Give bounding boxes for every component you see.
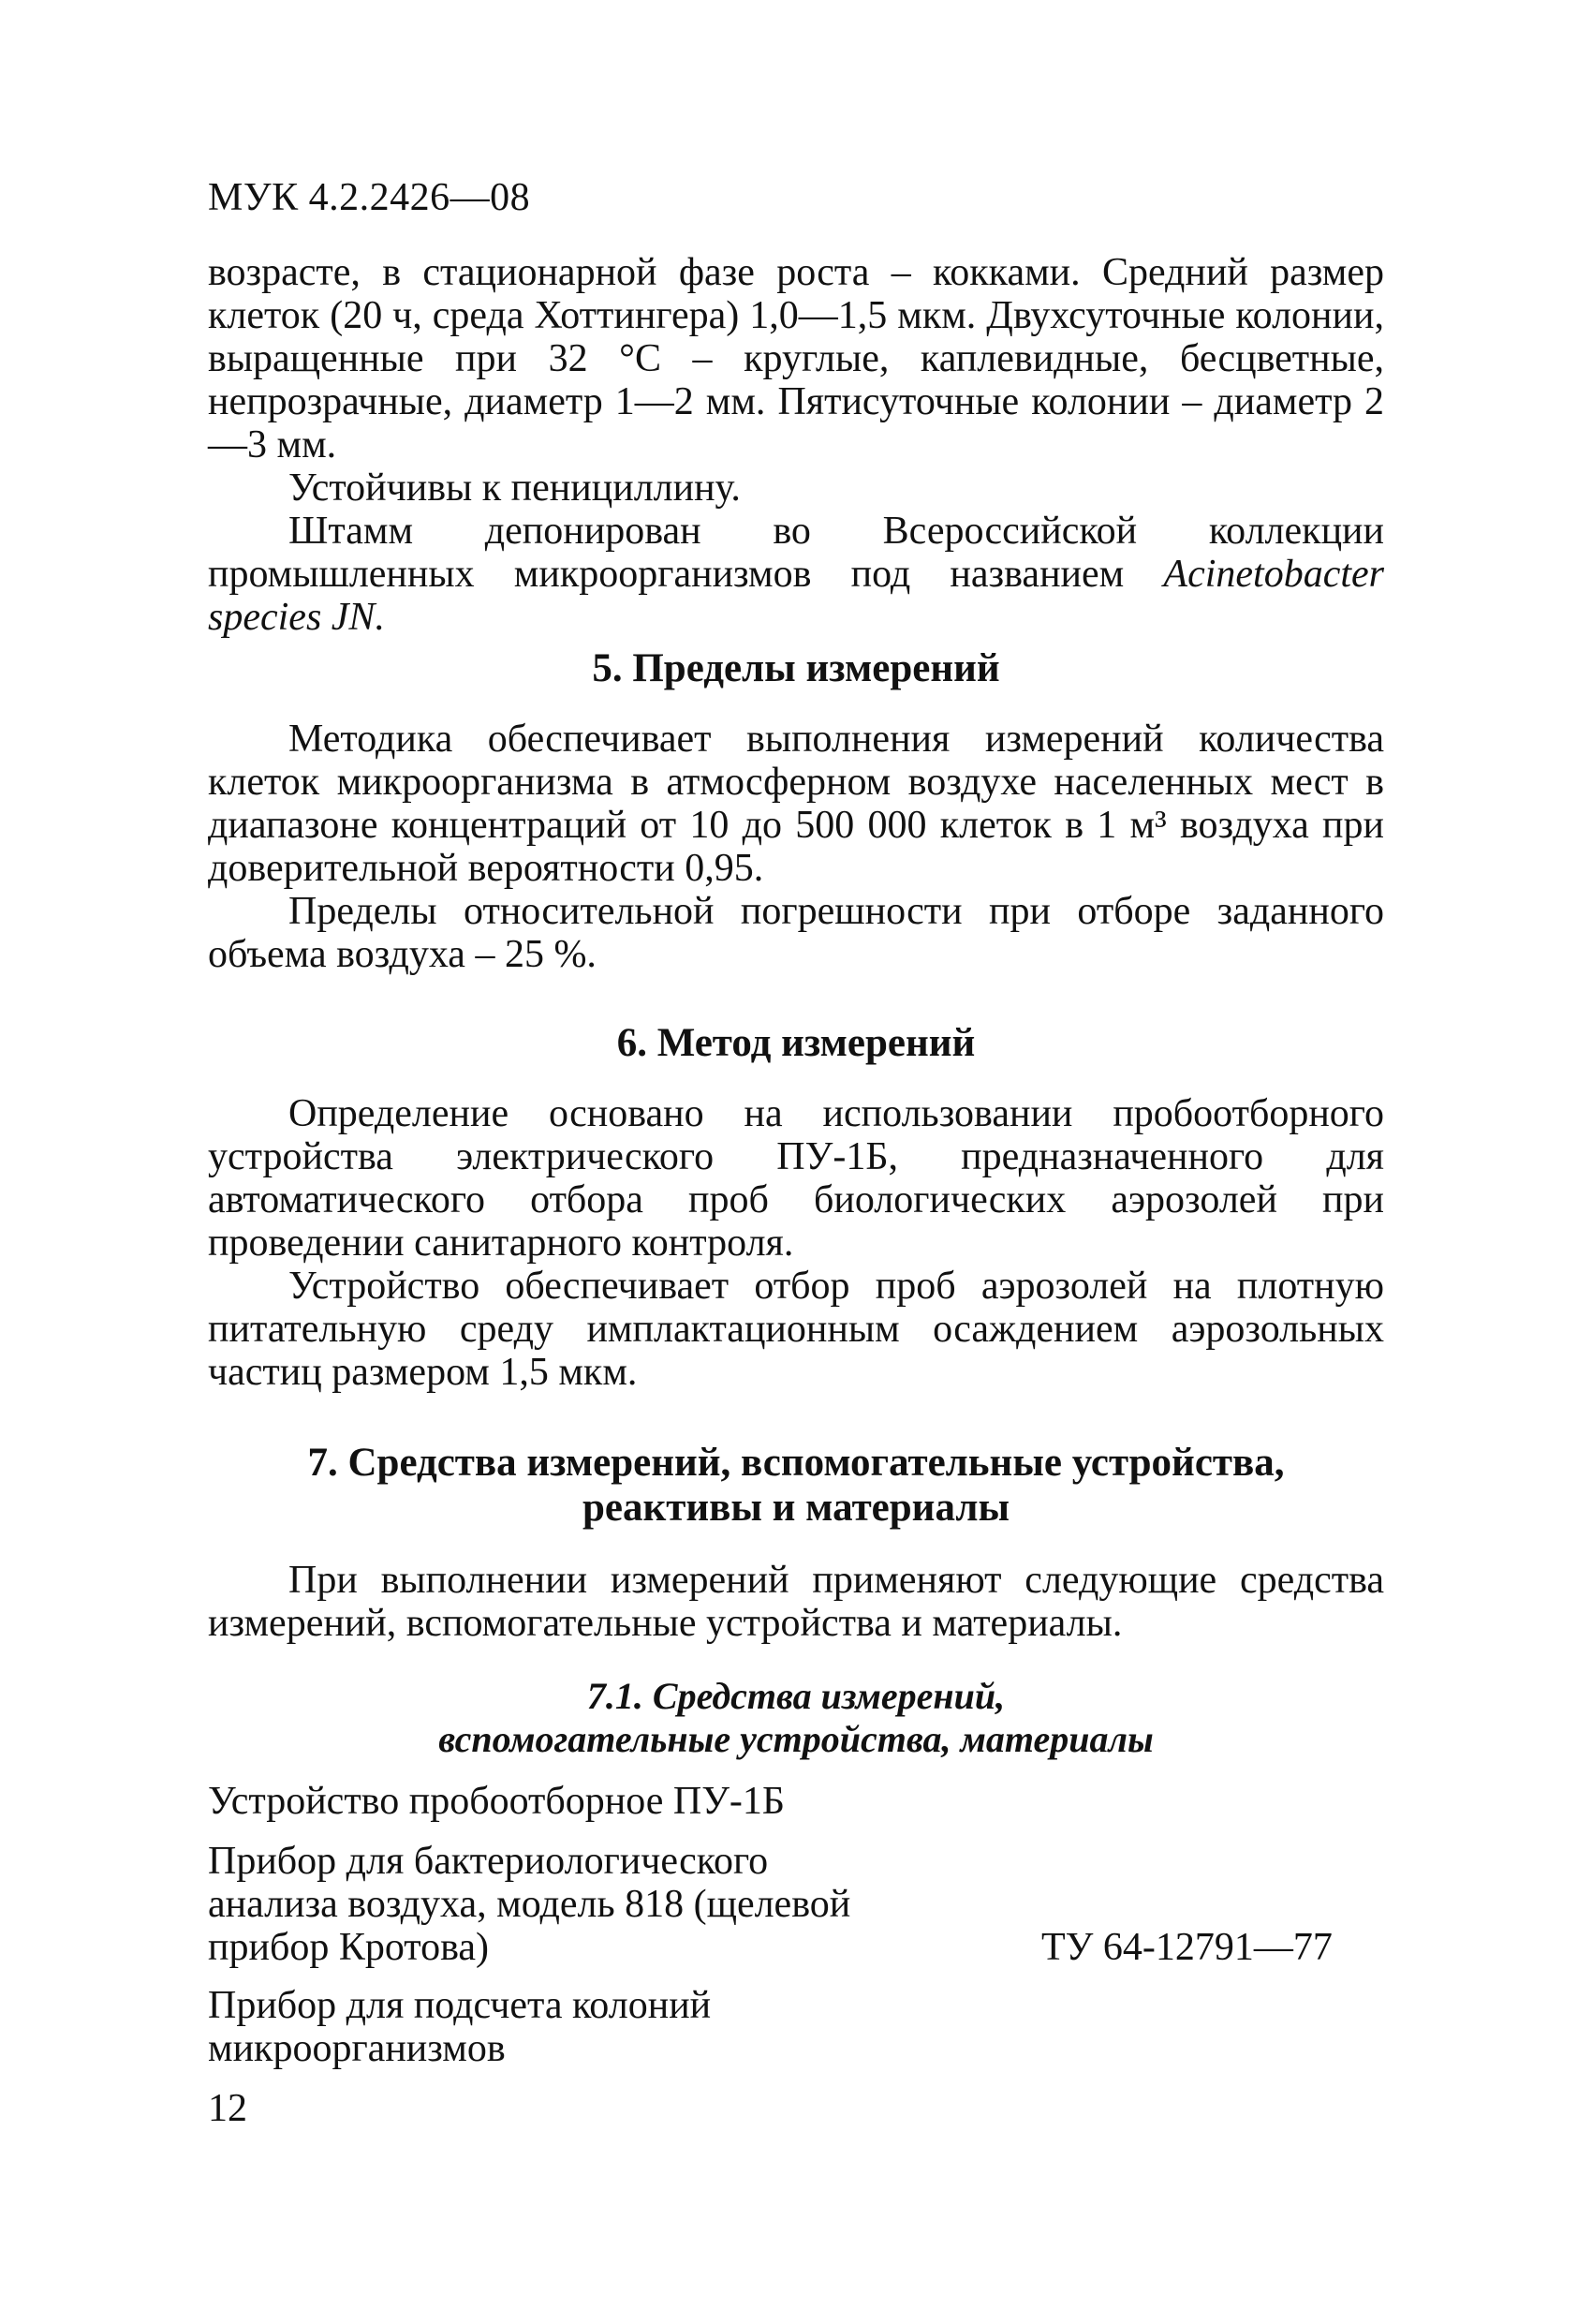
section-6-title: 6. Метод измерений (616, 1021, 976, 1065)
section-5-title: 5. Пределы измерений (592, 646, 1000, 690)
section-7-body (208, 1559, 1384, 1645)
section-7-title (208, 1441, 1384, 1531)
deposit-paragraph (208, 510, 1384, 639)
section-6-body (208, 1092, 1384, 1394)
subsection-7-1-title (208, 1675, 1384, 1761)
measurement-range-paragraph: Методика обеспечивает выполнения измерений количества клеток микроорганизма в атмосферном воздухе населенных мест в диапазоне концентраций от 10 до 500 000 клеток в 1 м³ воздуха при доверительной вероятности 0,95. (208, 718, 1384, 890)
error-limits-paragraph: Пределы относительной погрешности при отборе заданного объема воздуха – 25 %. (208, 890, 1384, 976)
equipment-item-krotov-device: Прибор для бактериологического анализа воздуха, модель 818 (щелевой прибор Кротова) (208, 1840, 851, 1969)
resistance-paragraph: Устойчивы к пенициллину. (288, 466, 741, 510)
equipment-item-colony-counter: Прибор для подсчета колоний микроорганизмов (208, 1984, 712, 2070)
deposit-text: Штамм депонирован во Всероссийской коллекции промышленных микроорганизмов под названием (208, 510, 1384, 596)
section-7-title-line-1: 7. Средства измерений, вспомогательные устройства, (307, 1441, 1285, 1485)
species-name: Acinetobacter species JN. (208, 553, 1384, 639)
intro-block (208, 251, 1384, 639)
document-code: МУК 4.2.2426—08 (208, 176, 531, 219)
device-paragraph: Устройство обеспечивает отбор проб аэрозолей на плотную питательную среду имплактационным осаждением аэрозольных частиц размером 1,5 мкм. (208, 1265, 1384, 1394)
equipment-item-sampler: Устройство пробоотборное ПУ-1Б (208, 1780, 786, 1823)
equipment-spec-krotov-device: ТУ 64-12791—77 (1041, 1926, 1333, 1969)
section-7-title-line-2: реактивы и материалы (582, 1486, 1010, 1530)
subsection-7-1-title-line-1: 7.1. Средства измерений, (586, 1675, 1006, 1717)
equipment-intro-paragraph: При выполнении измерений применяют следующие средства измерений, вспомогательные устройства и материалы. (208, 1559, 1384, 1645)
intro-paragraph: возрасте, в стационарной фазе роста – кокками. Средний размер клеток (20 ч, среда Хоттингера) 1,0—1,5 мкм. Двухсуточные колонии, выращенные при 32 °С – круглые, каплевидные, бесцветные, непрозрачные, диаметр 1—2 мм. Пятисуточные колонии – диаметр 2—3 мм. (208, 251, 1384, 466)
subsection-7-1-title-line-2: вспомогательные устройства, материалы (438, 1718, 1154, 1760)
method-paragraph: Определение основано на использовании пробоотборного устройства электрического ПУ-1Б, предназначенного для автоматического отбора проб биологических аэрозолей при проведении санитарного контроля. (208, 1092, 1384, 1265)
section-5-body (208, 718, 1384, 976)
page-number: 12 (208, 2087, 247, 2130)
